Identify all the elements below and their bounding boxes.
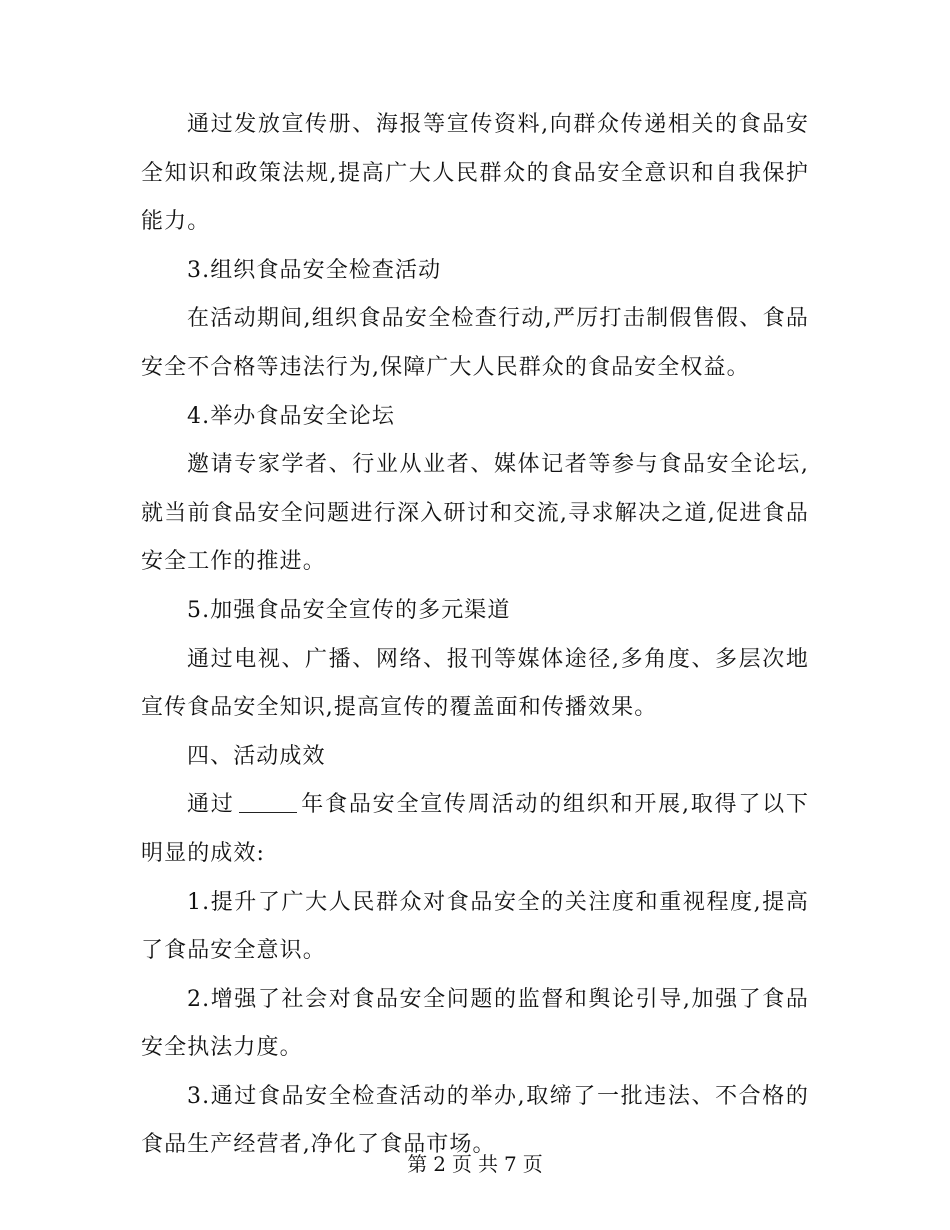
footer-prefix: 第 xyxy=(407,1152,428,1176)
footer-page-word: 页 xyxy=(452,1152,472,1176)
paragraph-results-intro xyxy=(141,781,809,878)
current-page-number: 2 xyxy=(433,1152,446,1176)
result-item-2: 2.增强了社会对食品安全问题的监督和舆论引导,加强了食品安全执法力度。 xyxy=(141,986,809,1061)
heading-inspection-activity: 3.组织食品安全检查活动 xyxy=(187,257,442,283)
page-footer xyxy=(0,1148,950,1177)
paragraph-multichannel: 通过电视、广播、网络、报刊等媒体途径,多角度、多层次地宣传食品安全知识,提高宣传的覆盖面和传播效果。 xyxy=(141,646,809,721)
result-item-1: 1.提升了广大人民群众对食品安全的关注度和重视程度,提高了食品安全意识。 xyxy=(141,889,809,964)
paragraph-promo-materials: 通过发放宣传册、海报等宣传资料,向群众传递相关的食品安全知识和政策法规,提高广大人民群众的食品安全意识和自我保护能力。 xyxy=(141,112,809,235)
year-blank-line xyxy=(239,792,297,813)
document-body xyxy=(141,101,809,1170)
paragraph-inspection: 在活动期间,组织食品安全检查行动,严厉打击制假售假、食品安全不合格等违法行为,保障广大人民群众的食品安全权益。 xyxy=(141,306,809,380)
heading-food-safety-forum: 4.举办食品安全论坛 xyxy=(187,403,395,429)
results-intro-after: 年食品安全宣传周活动的组织和开展,取得了以下明显的成效: xyxy=(141,792,809,866)
footer-total-word: 共 xyxy=(478,1152,498,1176)
total-page-number: 7 xyxy=(504,1152,517,1176)
section-heading-results: 四、活动成效 xyxy=(187,743,326,769)
footer-suffix: 页 xyxy=(522,1152,543,1176)
heading-multichannel-promotion: 5.加强食品安全宣传的多元渠道 xyxy=(187,597,511,623)
result-item-3: 3.通过食品安全检查活动的举办,取缔了一批违法、不合格的食品生产经营者,净化了食品市场。 xyxy=(141,1083,809,1158)
paragraph-forum: 邀请专家学者、行业从业者、媒体记者等参与食品安全论坛,就当前食品安全问题进行深入研讨和交流,寻求解决之道,促进食品安全工作的推进。 xyxy=(141,452,809,575)
results-intro-before: 通过 xyxy=(187,792,235,818)
